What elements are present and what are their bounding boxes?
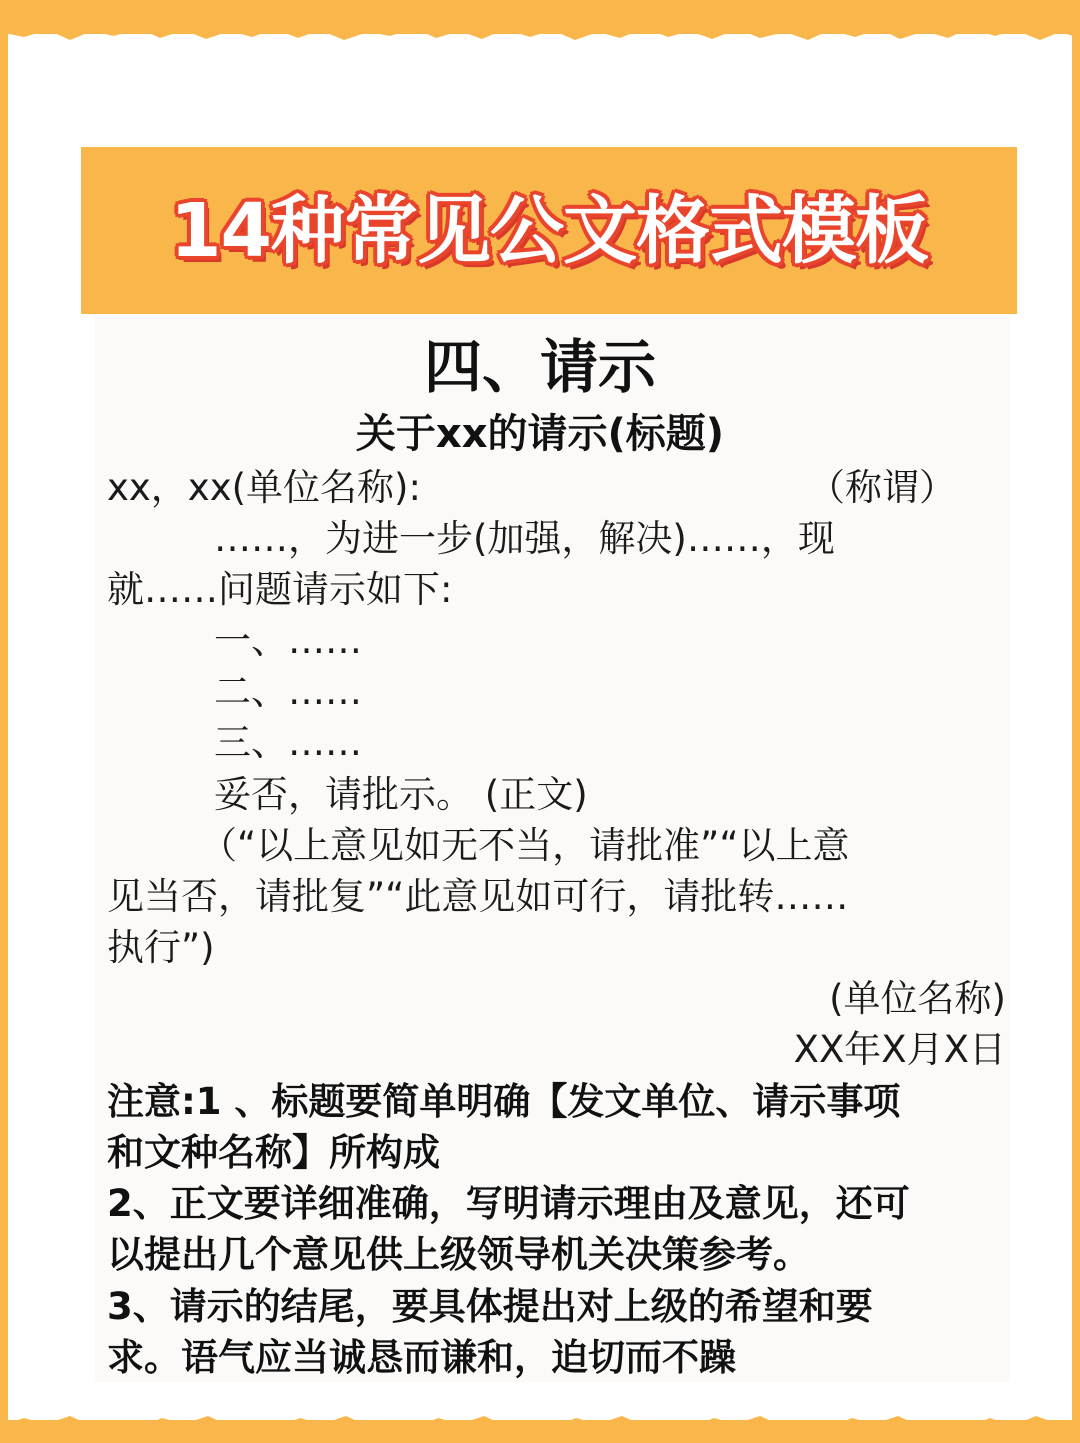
title-banner <box>81 147 1017 314</box>
alternative-phrasing-line: （“以上意见如无不当，请批准”“以上意 <box>200 824 850 867</box>
note-line: 求。语气应当诚恳而谦和，迫切而不躁 <box>107 1336 736 1379</box>
note-line: 3、请示的结尾，要具体提出对上级的希望和要 <box>107 1285 873 1328</box>
salutation: xx，xx(单位名称): <box>107 466 421 509</box>
page-title: 14种常见公文格式模板 <box>170 188 928 274</box>
signature-unit: (单位名称) <box>829 977 1006 1020</box>
list-item: 三、…… <box>214 721 362 764</box>
torn-edge-bottom <box>0 1406 1080 1434</box>
section-title: 四、请示 <box>423 333 656 401</box>
list-item: 二、…… <box>214 670 362 713</box>
body-line: ……，为进一步(加强，解决)……，现 <box>214 517 835 560</box>
signature-date: XX年X月X日 <box>793 1028 1006 1071</box>
note-line: 以提出几个意见供上级领导机关决策参考。 <box>107 1233 810 1276</box>
note-line: 2、正文要详细准确，写明请示理由及意见，还可 <box>107 1182 910 1225</box>
body-line: 就……问题请示如下: <box>107 568 453 611</box>
note-line: 注意:1 、标题要简单明确【发文单位、请示事项 <box>107 1080 901 1123</box>
torn-edge-top <box>0 24 1080 52</box>
note-line: 和文种名称】所构成 <box>107 1131 440 1174</box>
alternative-phrasing-line: 执行”) <box>107 926 215 969</box>
alternative-phrasing-line: 见当否，请批复”“此意见如可行，请批转…… <box>107 875 849 918</box>
closing-line: 妥否，请批示。 (正文) <box>214 773 588 816</box>
document-title: 关于xx的请示(标题) <box>355 411 725 457</box>
list-item: 一、…… <box>214 619 362 662</box>
salutation-label: （称谓） <box>808 466 956 509</box>
